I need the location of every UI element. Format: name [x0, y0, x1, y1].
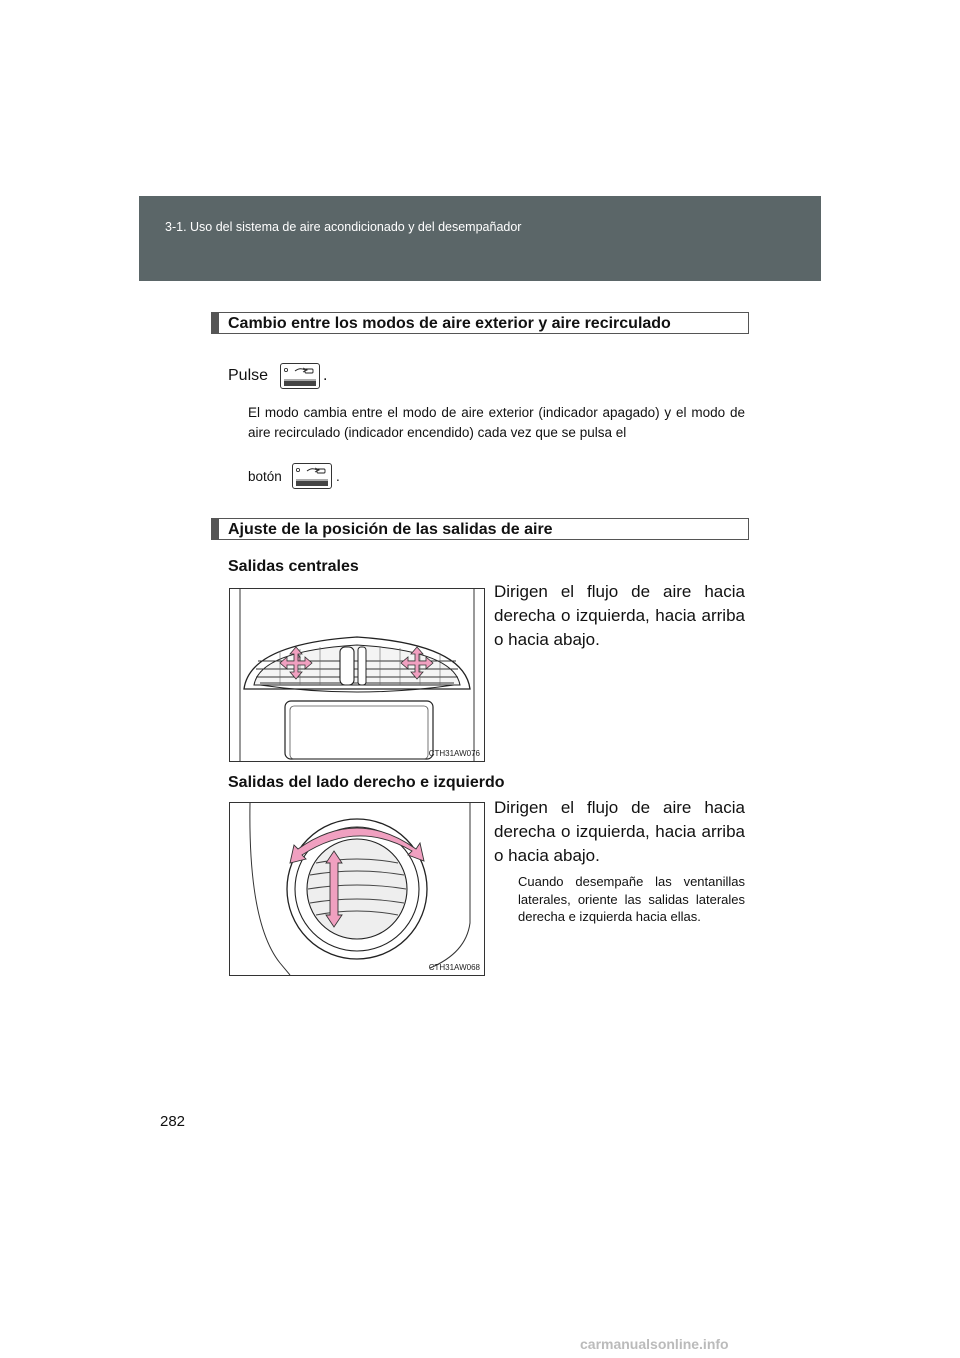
- air-mode-explanation: El modo cambia entre el modo de aire exterior (indicador apagado) y el modo de aire recirculado (indicador encendido) cada vez que se pulsa el: [248, 405, 745, 440]
- page-number: 282: [160, 1113, 186, 1130]
- figure-code: CTH31AW068: [428, 963, 480, 972]
- side-vents-note: Cuando desempañe las ventanillas laterales, oriente las salidas laterales derecha e izquierda hacia ellas.: [518, 874, 745, 924]
- side-vents-title: Salidas del lado derecho e izquierdo: [228, 774, 505, 791]
- pulse-instruction-suffix: .: [323, 367, 328, 384]
- side-vents-figure: [229, 802, 485, 976]
- section-heading-text: Cambio entre los modos de aire exterior y aire recirculado: [228, 315, 671, 332]
- section-heading-air-mode: [211, 312, 749, 334]
- pulse-instruction-prefix: Pulse: [228, 367, 269, 384]
- heading-bar: [212, 519, 219, 539]
- section-heading-text: Ajuste de la posición de las salidas de aire: [228, 521, 553, 538]
- boton-suffix: .: [336, 469, 340, 484]
- central-vents-figure: [229, 588, 485, 762]
- watermark: carmanualsonline.info: [580, 1336, 729, 1352]
- chapter-title: 3-1. Uso del sistema de aire acondicionado y del desempañador: [165, 220, 522, 234]
- air-recirculation-button-icon: [292, 463, 332, 489]
- section-heading-vent-position: [211, 518, 749, 540]
- boton-label: botón: [248, 469, 282, 484]
- central-vents-title: Salidas centrales: [228, 558, 359, 575]
- chapter-header-band: [139, 196, 821, 281]
- side-vents-description: Dirigen el flujo de aire hacia derecha o izquierda, hacia arriba o hacia abajo.: [494, 798, 745, 865]
- central-vents-description: Dirigen el flujo de aire hacia derecha o izquierda, hacia arriba o hacia abajo.: [494, 582, 745, 649]
- air-recirculation-button-icon: [280, 363, 320, 389]
- figure-code: CTH31AW076: [428, 749, 480, 758]
- heading-bar: [212, 313, 219, 333]
